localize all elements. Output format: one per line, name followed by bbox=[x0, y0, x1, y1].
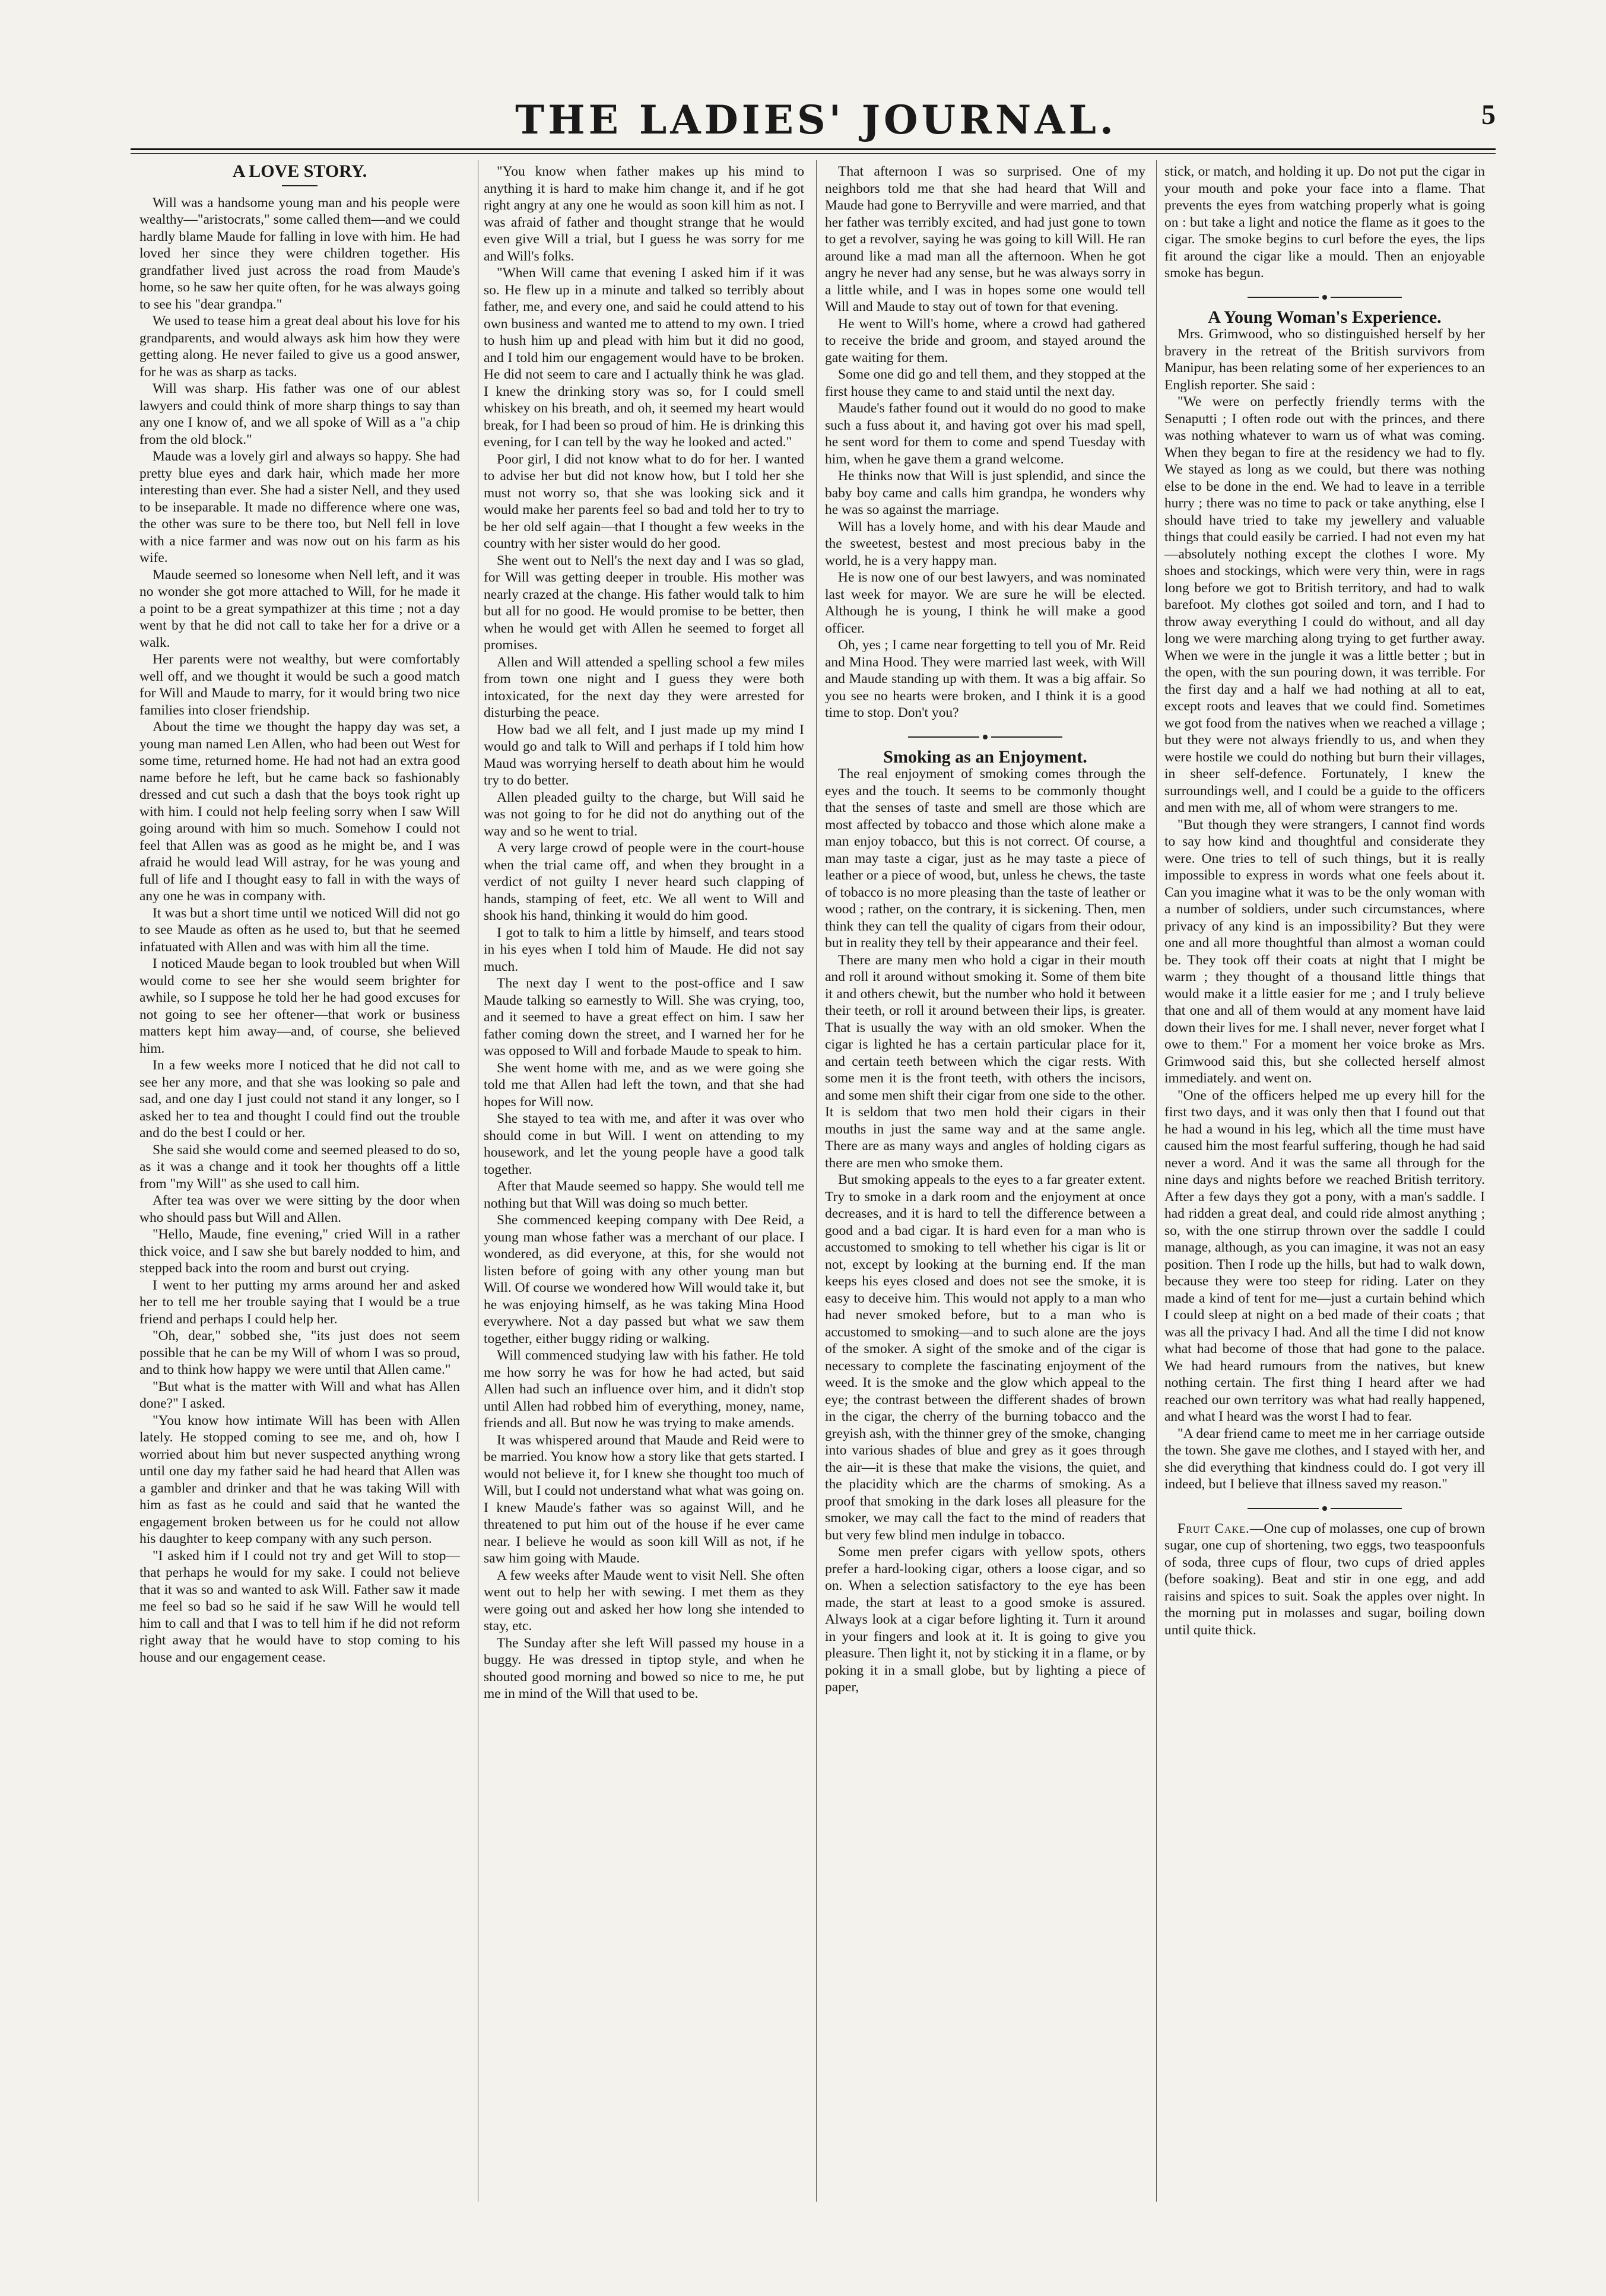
paragraph: It was whispered around that Maude and Reid were to be married. You know how a story like that gets started. I would not believe it, for I knew she thought too much of Will, but I could not understand what what was going on. I knew Maude's father was so against Will, and he threatened to put him out of the house if he ever came near. I believe he would as soon kill Will as not, if he saw him going with Maude. bbox=[484, 1432, 804, 1566]
paragraph: About the time we thought the happy day was set, a young man named Len Allen, who had been out West for some time, returned home. He had not had an extra good name before he left, but he came back so fashionably dressed and cut such a dash that the boys took right up with him. I could not help feeling sorry when I saw Will going around with him so much. Somehow I could not feel that Allen was as good as he might be, and I was afraid he would lead Will astray, for he was young and full of life and I thought easy to fall in with the ways of any one he was in company with. bbox=[139, 719, 460, 904]
masthead-rule-thin bbox=[131, 153, 1496, 154]
paragraph: "But though they were strangers, I cannot find words to say how kind and thoughtful and considerate they were. One tries to tell of such things, but it is really impossible to express in words what one feels about it. Can you imagine what it was to be the only woman with a number of soldiers, under such circumstances, where privacy of any kind is an impossibility? But they were one and all more thoughtful than almost a woman could be. They took off their coats at night that I might be warm ; they thought of a thousand little things that would make it a little easier for me ; and I truly believe that one and all of them would at any moment have laid down their lives for me. I shall never, never forget what I owe to them." For a moment her voice broke as Mrs. Grimwood said this, but she collected herself almost immediately. and went on. bbox=[1164, 817, 1485, 1086]
paragraph: The real enjoyment of smoking comes through the eyes and the touch. It seems to be commonly thought that the senses of taste and smell are those which are most affected by tobacco and those which alone make a man enjoy tobacco, but this is not correct. Of course, a man may taste a cigar, just as he may taste a piece of leather or a piece of wood, but, unless he chews, the taste of tobacco is no more pleasing than the taste of leather or wood ; rather, on the contrary, it is sickening. Then, men think they can tell the quality of cigars from their odour, but in reality they tell by their appearance and their feel. bbox=[825, 766, 1145, 951]
paragraph: We used to tease him a great deal about his love for his grandparents, and would always ask him how they were getting along. He never failed to give us a good answer, for he was as sharp as tacks. bbox=[139, 313, 460, 380]
paragraph: Mrs. Grimwood, who so distinguished herself by her bravery in the retreat of the British survivors from Manipur, has been relating some of her experiences to an English reporter. She said : bbox=[1164, 326, 1485, 393]
paragraph: "One of the officers helped me up every hill for the first two days, and it was only then that I found out that he had a wound in his leg, which all the time must have caused him the most fearful suffering, though he had said never a word. And it was the same all through for the nine days and nights before we reached British territory. After a few days they got a pony, with a man's saddle. I had ridden a great deal, and could ride almost anything ; so, with the one stirrup thrown over the saddle I could manage, although, as you can imagine, it was not an easy position. Then I rode up the hills, but had to walk down, because they were too steep for riding. Later on they made a kind of tent for me—just a curtain behind which I could sleep at night on a bed made of their coats ; that was all the privacy I had. And all the time I did not know what had become of those that had gone to the palace. We had heard rumours from the natives, but knew nothing certain. The first thing I heard after we had reached our own territory was what had really happened, and what I heard was the worst I had to fear. bbox=[1164, 1087, 1485, 1424]
recipe-label: Fruit Cake. bbox=[1177, 1520, 1250, 1536]
paragraph: "A dear friend came to meet me in her carriage outside the town. She gave me clothes, and I stayed with her, and she did everything that kindness could do. I got very ill indeed, but I believe that illness saved my reason." bbox=[1164, 1425, 1485, 1492]
paragraph: He went to Will's home, where a crowd had gathered to receive the bride and groom, and stayed around the gate waiting for them. bbox=[825, 316, 1145, 366]
paragraph: Poor girl, I did not know what to do for her. I wanted to advise her but did not know how, but I told her she must not worry so, that she was looking sick and it would make her parents feel so bad and told her to try to be her old self again—that I thought a few weeks in the country with her sister would do her good. bbox=[484, 451, 804, 551]
recipe-text: —One cup of molasses, one cup of brown sugar, one cup of shortening, two eggs, two teaspoonfuls of soda, three cups of flour, two cups of dried apples (before soaking). Beat and stir in one egg, and add raisins and spices to suit. Soak the apples over night. In the morning put in molasses and sugar, boiling down until quite thick. bbox=[1164, 1520, 1485, 1638]
paragraph: He thinks now that Will is just splendid, and since the baby boy came and calls him grandpa, he wonders why he was so against the marriage. bbox=[825, 468, 1145, 517]
paragraph: Will was a handsome young man and his people were wealthy—"aristocrats," some called them—and we could hardly blame Maude for falling in love with him. He had loved her since they were children together. His grandfather lived just across the road from Maude's home, so he saw her quite often, for he was always going to see his "dear grandpa." bbox=[139, 195, 460, 312]
column-divider bbox=[816, 160, 817, 2202]
paragraph: "You know how intimate Will has been with Allen lately. He stopped coming to see me, and oh, how I worried about him but never suspected anything wrong until one day my father said he had heard that Allen was a gambler and drinker and that he was taking Will with him as fast as he could and said that he wanted the engagement broken between us for he could not allow his daughter to keep company with any such person. bbox=[139, 1412, 460, 1546]
column-3 bbox=[825, 163, 1145, 1696]
paragraph: Will was sharp. His father was one of our ablest lawyers and could think of more sharp things to say than any one I know of, and we all spoke of Will as a "a chip from the old block." bbox=[139, 381, 460, 447]
paragraph: After that Maude seemed so happy. She would tell me nothing but that Will was doing so much better. bbox=[484, 1179, 804, 1211]
column-1 bbox=[139, 163, 460, 1666]
paragraph: The Sunday after she left Will passed my house in a buggy. He was dressed in tiptop style, and when he shouted good morning and bowed so nice to me, he put me in mind of the Will that used to be. bbox=[484, 1635, 804, 1701]
paragraph: "Oh, dear," sobbed she, "its just does not seem possible that he can be my Will of whom I was so proud, and to think how happy we were until that Allen came." bbox=[139, 1328, 460, 1377]
column-2 bbox=[484, 163, 804, 1703]
article-heading: A LOVE STORY. bbox=[232, 161, 367, 181]
paragraph: He is now one of our best lawyers, and was nominated last week for mayor. We are sure he will be elected. Although he is young, I think he will make a good officer. bbox=[825, 570, 1145, 636]
article-heading: Smoking as an Enjoyment. bbox=[883, 747, 1087, 767]
paragraph: I noticed Maude began to look troubled but when Will would come to see her she would seem brighter for awhile, so I suppose he told her he had good excuses for not going to see her oftener—that work or business matters kept him away—and, of course, she believed him. bbox=[139, 956, 460, 1056]
article-heading: A Young Woman's Experience. bbox=[1208, 307, 1442, 327]
masthead-rule bbox=[131, 148, 1496, 150]
paragraph: stick, or match, and holding it up. Do not put the cigar in your mouth and poke your face into a flame. That prevents the eyes from watching properly what is going on : but take a light and notice the flame as it goes to the cigar. The smoke begins to curl before the eyes, the lips fit around the cigar like a mould. Then an enjoyable smoke has begun. bbox=[1164, 164, 1485, 281]
paragraph: Some one did go and tell them, and they stopped at the first house they came to and staid until the next day. bbox=[825, 367, 1145, 399]
paragraph: I got to talk to him a little by himself, and tears stood in his eyes when I told him of Maude. He did not say much. bbox=[484, 925, 804, 974]
paragraph: A very large crowd of people were in the court-house when the trial came off, and when they brought in a verdict of not guilty I never heard such clapping of hands, stamping of feet, etc. We all went to Will and shook his hand, thinking it would do him good. bbox=[484, 840, 804, 923]
paragraph: She stayed to tea with me, and after it was over who should come in but Will. I went on attending to my housework, and let the young people have a good talk together. bbox=[484, 1111, 804, 1177]
paragraph: There are many men who hold a cigar in their mouth and roll it around without smoking it. Some of them bite it and others chewit, but the number who hold it between their teeth, or roll it around between their lips, is greater. That is usually the way with an old smoker. When the cigar is lighted he has a certain particular place for it, and certain teeth between which the cigar rests. With some men it is the front teeth, with others the incisors, and some men shift their cigar from one side to the other. It is seldom that two men hold their cigars in their mouths in just the same way and at the same angle. There are as many ways and angles of holding cigars as there are men who smoke them. bbox=[825, 952, 1145, 1171]
paragraph: The next day I went to the post-office and I saw Maude talking so earnestly to Will. She was crying, too, and it seemed to have a great effect on him. I saw her father coming down the street, and I warned her for he was opposed to Will and forbade Maude to speak to him. bbox=[484, 976, 804, 1059]
masthead bbox=[137, 95, 1496, 145]
paragraph: But smoking appeals to the eyes to a far greater extent. Try to smoke in a dark room and the enjoyment at once decreases, and it is hard to tell the difference between a good and a bad cigar. It is hard even for a man who is accustomed to smoking to tell whether his cigar is lit or not, except by looking at the burning end. If the man keeps his eyes closed and does not see the smoke, it is easy to deceive him. This would not apply to a man who had never smoked before, but to a man who is accustomed to smoking—and to such alone are the joys of the smoker. A sight of the smoke and of the cigar is necessary to complete the fascinating enjoyment of the weed. It is the smoke and the glow which appeal to the eye; the contrast between the different shades of brown in the cigar, the cherry of the burning tobacco and the greyish ash, with the thinner grey of the smoke, changing into various shades of blue and grey as it goes through the air—it is these that make the visions, the quiet, and the placidity which are the charms of smoking. As a proof that smoking in the dark loses all pleasure for the smoker, we may call the fact to the mind of readers that but very few blind men indulge in tobacco. bbox=[825, 1172, 1145, 1543]
paragraph: Will has a lovely home, and with his dear Maude and the sweetest, bestest and most precious baby in the world, he is a very happy man. bbox=[825, 519, 1145, 569]
paragraph: "But what is the matter with Will and what has Allen done?" I asked. bbox=[139, 1379, 460, 1411]
section-ornament bbox=[825, 735, 1145, 739]
paragraph: Maude was a lovely girl and always so happy. She had pretty blue eyes and dark hair, which made her more interesting than ever. She had a sister Nell, and they used to be inseparable. It made no difference where one was, the other was sure to be there too, but Nell fell in love with a nice farmer and was now out on his farm as his wife. bbox=[139, 449, 460, 566]
section-ornament bbox=[1164, 295, 1485, 300]
paragraph: She said she would come and seemed pleased to do so, as it was a change and it took her thoughts off a little from "my Will" as she used to call him. bbox=[139, 1142, 460, 1192]
paragraph: "You know when father makes up his mind to anything it is hard to make him change it, and if he got right angry at any one he would as soon kill him as not. I was afraid of father and thought strange that he would even give Will a trial, but I guess he was sorry for me and Will's folks. bbox=[484, 164, 804, 264]
page-number: 5 bbox=[1481, 99, 1496, 131]
paragraph: "I asked him if I could not try and get Will to stop—that perhaps he would for my sake. I could not believe that it was so and wanted to ask Will. Father saw it made me feel so bad so he said if he saw Will he would tell him to call and that I was to tell him if he did not reform right away that he would have to stop coming to his house and our engagement cease. bbox=[139, 1548, 460, 1665]
recipe-paragraph bbox=[1164, 1520, 1485, 1639]
section-ornament bbox=[1164, 1506, 1485, 1511]
paragraph: Will commenced studying law with his father. He told me how sorry he was for how he had acted, but said Allen had such an influence over him, and it didn't stop until Allen had robbed him of everything, money, name, friends and all. But now he was trying to make amends. bbox=[484, 1348, 804, 1431]
paragraph: Maude seemed so lonesome when Nell left, and it was no wonder she got more attached to Will, for he made it a point to be a great sympathizer at this time ; not a day went by that he did not call to take her for a drive or a walk. bbox=[139, 567, 460, 650]
paragraph: Some men prefer cigars with yellow spots, others prefer a hard-looking cigar, others a loose cigar, and so on. When a selection satisfactory to the eye has been made, the start at least to a good smoke is assured. Always look at a cigar before lighting it. Turn it around in your fingers and look at it. It is going to give you pleasure. Then light it, not by sticking it in a flame, or by poking it in a small globe, but by lighting a piece of paper, bbox=[825, 1544, 1145, 1695]
paragraph: She went out to Nell's the next day and I was so glad, for Will was getting deeper in trouble. His mother was nearly crazed at the change. His father would talk to him but all for no good. He would promise to be better, then when he would get with Allen he seemed to forget all promises. bbox=[484, 552, 804, 653]
paragraph: Allen pleaded guilty to the charge, but Will said he was not going to for he did not do anything out of the way and so he went to trial. bbox=[484, 789, 804, 839]
paragraph: In a few weeks more I noticed that he did not call to see her any more, and that she was looking so pale and sad, and one day I just could not stand it any longer, so I asked her to tea and thought I could find out the trouble and do the best I could or her. bbox=[139, 1058, 460, 1141]
paragraph: She commenced keeping company with Dee Reid, a young man whose father was a merchant of our place. I wondered, as did everyone, at this, for she would not listen before of going with any other young man but Will. Of course we wondered how Will would take it, but he was enjoying himself, as he was taking Mina Hood everywhere. Not a day passed but what we saw them together, either buggy riding or walking. bbox=[484, 1212, 804, 1347]
paragraph: A few weeks after Maude went to visit Nell. She often went out to help her with sewing. I met them as they were going out and asked her how long she intended to stay, etc. bbox=[484, 1567, 804, 1634]
paragraph: Oh, yes ; I came near forgetting to tell you of Mr. Reid and Mina Hood. They were married last week, with Will and Maude standing up with them. It was a big affair. So you see no hearts were broken, and I think it is a good time to stop. Don't you? bbox=[825, 637, 1145, 720]
column-4 bbox=[1164, 163, 1485, 1638]
paragraph: "Hello, Maude, fine evening," cried Will in a rather thick voice, and I saw she but barely nodded to him, and stepped back into the room and burst out crying. bbox=[139, 1227, 460, 1276]
heading-dash bbox=[282, 185, 318, 186]
paragraph: "We were on perfectly friendly terms with the Senaputti ; I often rode out with the princes, and there was nothing whatever to warn us of what was coming. When they began to fire at the residency we had to fly. We stayed as long as we could, but there was nothing else to be done in the end. We had to leave in a terrible hurry ; there was no time to pack or take anything, else I should have tried to take my jewellery and valuable things that could easily be carried. I had not even my hat—absolutely nothing except the clothes I wore. My shoes and stockings, which were very thin, were in rags long before we got to British territory, and had to walk barefoot. My clothes got soiled and torn, and I had to throw away everything I could do without, and all day long we were marching along trying to get further away. When we were in the jungle it was a little better ; but in the open, with the sun pouring down, it was terrible. For the first day and a half we had nothing at all to eat, except roots and leaves that we could find. Sometimes we got food from the natives when we reached a village ; but they were not always friendly to us, and when they were hostile we could do nothing but burn their villages, in sheer self-defence. Fortunately, I knew the surroundings well, and I could be a guide to the officers and men with me, all of whom were strangers to me. bbox=[1164, 394, 1485, 815]
paragraph: She went home with me, and as we were going she told me that Allen had left the town, and that she had hopes for Will now. bbox=[484, 1060, 804, 1110]
paragraph: Maude's father found out it would do no good to make such a fuss about it, and having got over his mad spell, he sent word for them to come and spend Tuesday with him, when he gave them a grand welcome. bbox=[825, 401, 1145, 467]
paragraph: How bad we all felt, and I just made up my mind I would go and talk to Will and perhaps if I told him how Maud was worrying herself to death about him he would try to do better. bbox=[484, 722, 804, 788]
column-divider bbox=[1156, 160, 1157, 2202]
paragraph: "When Will came that evening I asked him if it was so. He flew up in a minute and talked so terribly about father, me, and every one, and said he could attend to his own business and wanted me to attend to my own. I tried to hush him up and plead with him but it did no good, and I told him our engagement would have to be broken. He did not seem to care and I actually think he was glad. I knew the drinking story was so, for I could smell whiskey on his breath, and oh, it seemed my heart would break, for I had been so proud of him. He is drinking this evening, for I can tell by the way he looked and acted." bbox=[484, 265, 804, 450]
journal-title: THE LADIES' JOURNAL. bbox=[515, 97, 1117, 143]
paragraph: Allen and Will attended a spelling school a few miles from town one night and I guess they were both intoxicated, for the next day they were arrested for disturbing the peace. bbox=[484, 654, 804, 720]
paragraph: Her parents were not wealthy, but were comfortably well off, and we thought it would be such a good match for Will and Maude to marry, for it would bring two nice families into closer friendship. bbox=[139, 652, 460, 718]
paragraph: It was but a short time until we noticed Will did not go to see Maude as often as he used to, but that he seemed infatuated with Allen and was with him all the time. bbox=[139, 905, 460, 955]
paragraph: I went to her putting my arms around her and asked her to tell me her trouble saying that I would be a true friend and perhaps I could help her. bbox=[139, 1277, 460, 1327]
paragraph: That afternoon I was so surprised. One of my neighbors told me that she had heard that Will and Maude had gone to Berryville and were married, and that her father was terribly excited, and had just gone to town to get a revolver, saying he was going to kill Will. He ran around like a mad man all the afternoon. When he got angry he never had any sense, but he was always sorry in a little while, and I was in hopes some one would tell Will and Maude to stay out of town for that evening. bbox=[825, 164, 1145, 315]
paragraph: After tea was over we were sitting by the door when who should pass but Will and Allen. bbox=[139, 1193, 460, 1225]
